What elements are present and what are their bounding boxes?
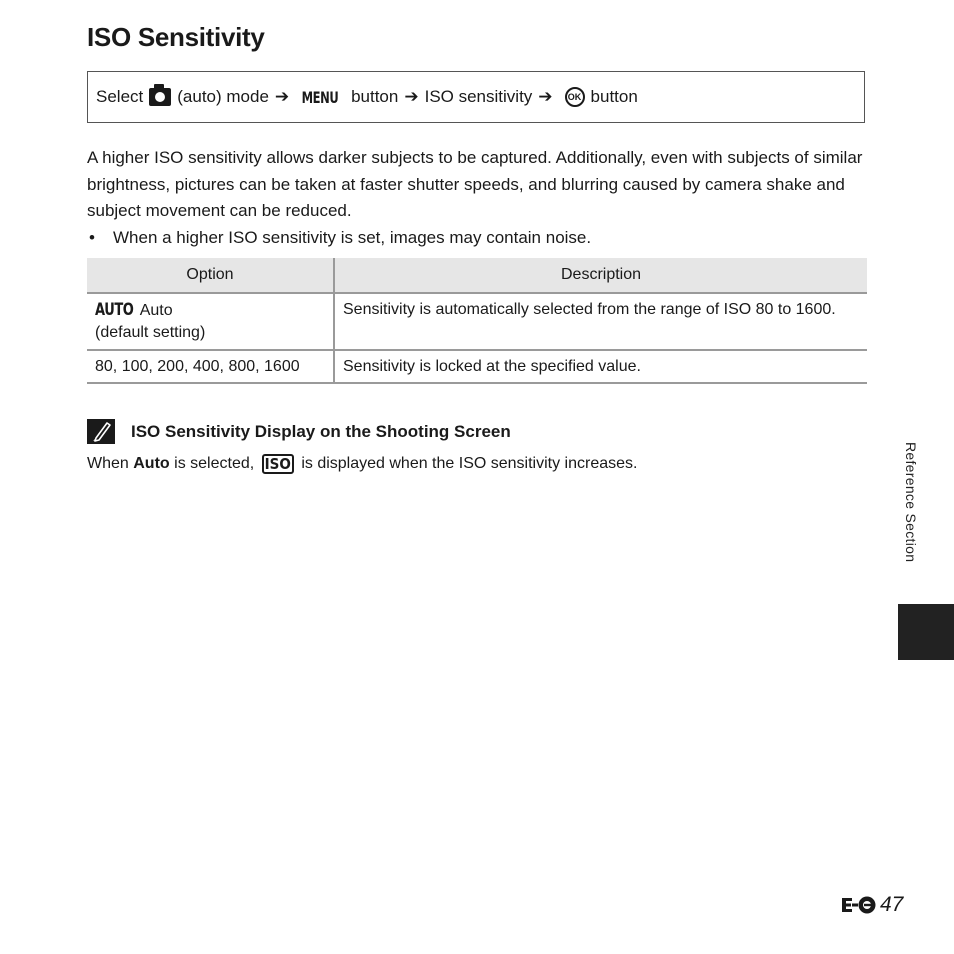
note-text-before: When: [87, 455, 129, 472]
navigation-path: [87, 71, 865, 123]
page-number-text: 47: [880, 893, 904, 916]
bullet-item: [87, 225, 867, 251]
note-text-after: is displayed when the ISO sensitivity increases.: [301, 455, 638, 472]
option-sub-label: (default setting): [95, 324, 206, 341]
page-number: [840, 893, 903, 917]
header-option: Option: [87, 258, 334, 293]
nav-iso-sensitivity: ISO sensitivity: [424, 87, 533, 106]
option-label: Auto: [139, 302, 173, 319]
table-row: [87, 293, 867, 350]
nav-auto-mode: (auto) mode: [177, 87, 269, 106]
nav-select: Select: [96, 87, 144, 106]
note-title: ISO Sensitivity Display on the Shooting Screen: [131, 422, 511, 441]
header-description: Description: [334, 258, 867, 293]
nav-button: button: [351, 87, 399, 106]
option-cell: [87, 293, 334, 350]
pencil-note-icon: [87, 419, 115, 444]
description-cell: Sensitivity is automatically selected from the range of ISO 80 to 1600.: [334, 293, 867, 350]
section-tab: [898, 604, 954, 660]
arrow-icon: ➔: [538, 87, 553, 106]
side-section-label: Reference Section: [903, 442, 919, 563]
options-table: [87, 258, 867, 384]
intro-paragraph: A higher ISO sensitivity allows darker subjects to be captured. Additionally, even with subjects of similar brightness, pictures can be taken at faster shutter speeds, and blurring caused by camera shake and subject movement can be reduced.: [87, 148, 863, 220]
bullet-dot: •: [89, 228, 95, 247]
nav-ok-button: button: [590, 87, 638, 106]
table-header-row: [87, 258, 867, 293]
table-row: [87, 350, 867, 383]
menu-icon: MENU: [301, 87, 339, 107]
note-text: [87, 452, 637, 476]
iso-icon: ISO: [262, 454, 294, 474]
reference-section-icon: [840, 895, 878, 915]
page-title: ISO Sensitivity: [87, 22, 265, 52]
option-cell: 80, 100, 200, 400, 800, 1600: [87, 350, 334, 383]
bullet-text: When a higher ISO sensitivity is set, images may contain noise.: [113, 228, 592, 247]
note-text-bold: Auto: [133, 455, 170, 472]
auto-icon: AUTO: [95, 300, 134, 320]
arrow-icon: ➔: [404, 87, 419, 106]
camera-icon: [149, 88, 171, 106]
note-text-middle: is selected,: [174, 455, 255, 472]
description-cell: Sensitivity is locked at the specified value.: [334, 350, 867, 383]
ok-button-icon: OK: [565, 87, 585, 107]
arrow-icon: ➔: [274, 87, 290, 106]
